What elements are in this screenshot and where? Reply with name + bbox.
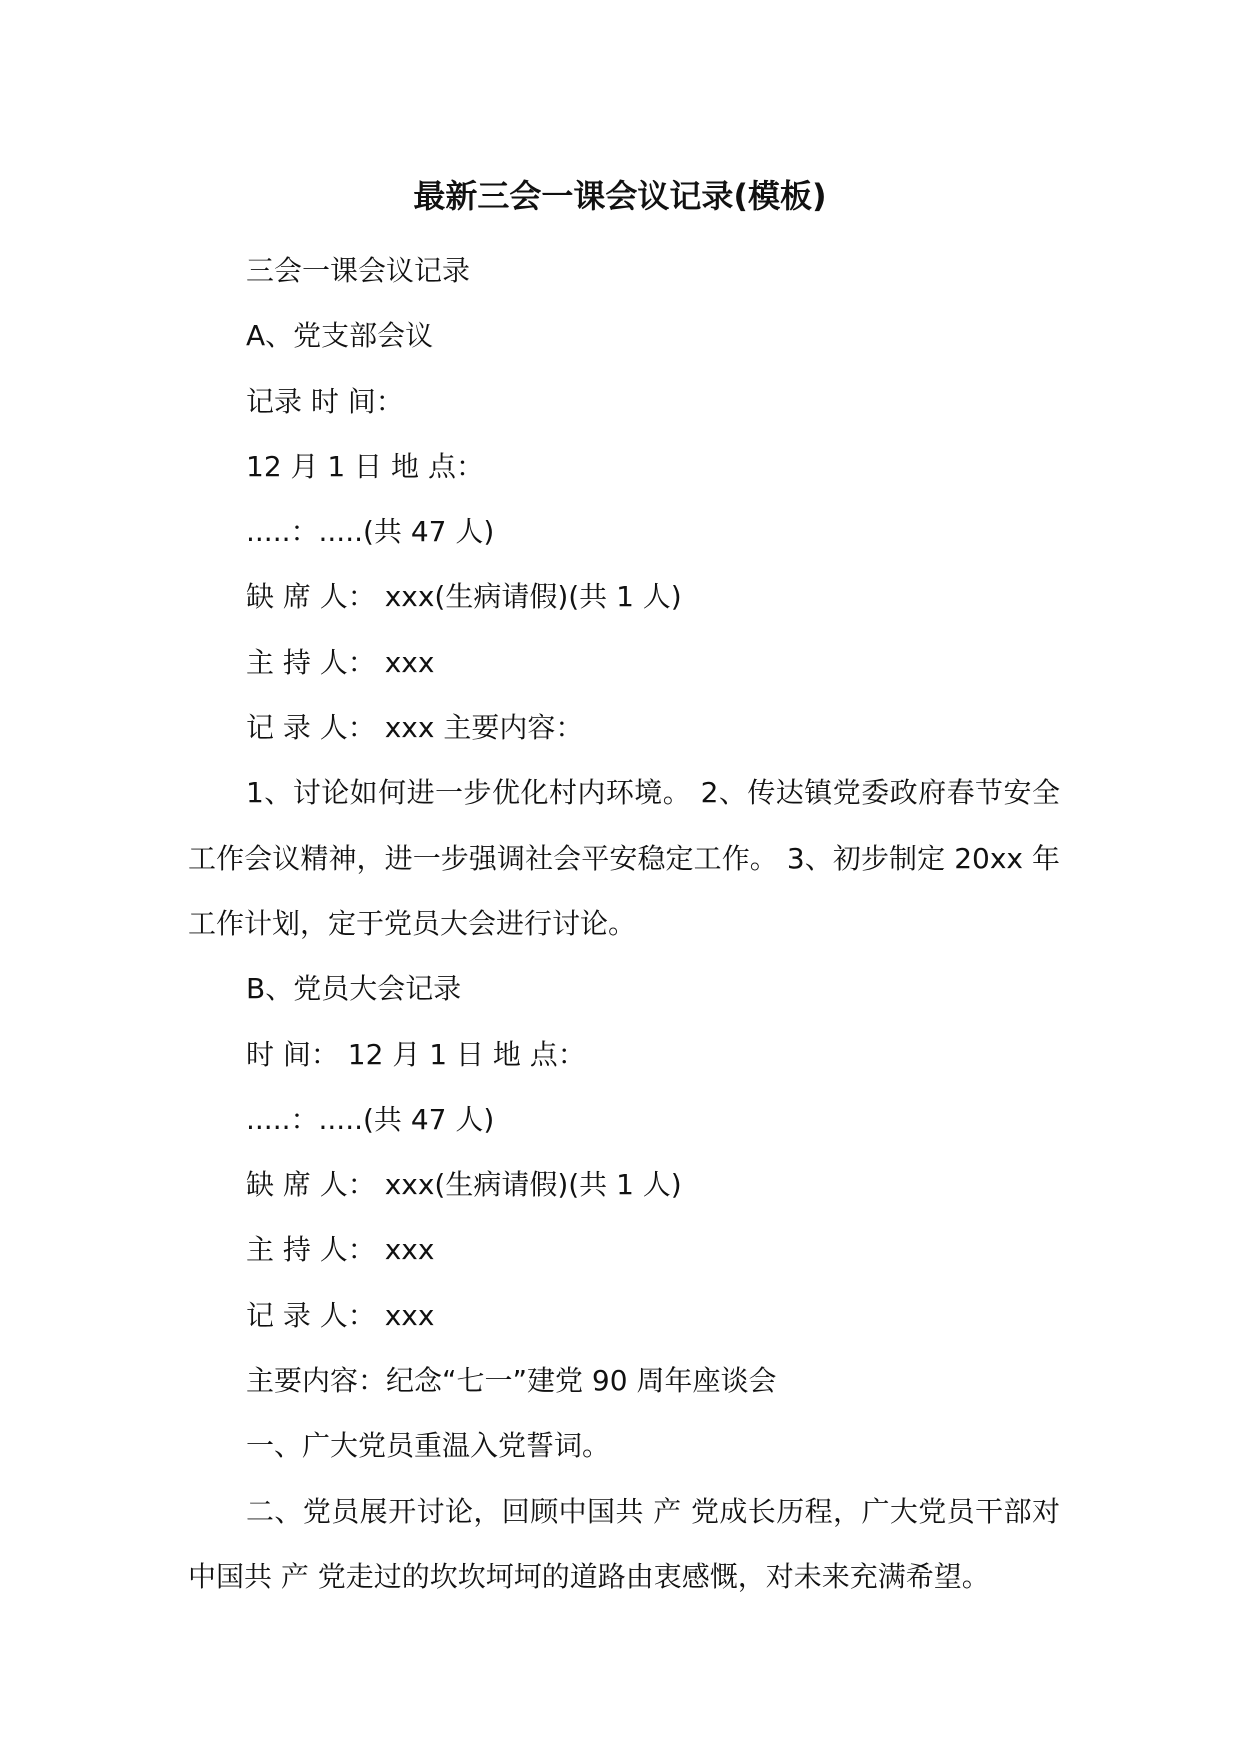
date-location-line: 12 月 1 日 地 点：: [246, 449, 484, 483]
item-two-paragraph: 二、党员展开讨论，回顾中国共 产 党成长历程，广大党员干部对中国共 产 党走过的坎坎坷坷的道路由衷感慨，对未来充满希望。: [188, 1494, 1060, 1593]
document-title: 最新三会一课会议记录(模板): [413, 177, 827, 215]
recorder-line-b: 记 录 人： xxx: [246, 1298, 435, 1332]
item-one-line: 一、广大党员重温入党誓词。: [246, 1429, 611, 1463]
content-paragraph-a: 1、讨论如何进一步优化村内环境。 2、传达镇党委政府春节安全工作会议精神，进一步强调社会平安稳定工作。 3、初步制定 20xx 年工作计划，定于党员大会进行讨论。: [188, 776, 1060, 940]
main-content-line-b: 主要内容：纪念“七一”建党 90 周年座谈会: [246, 1364, 777, 1398]
record-time-line: 记录 时 间：: [246, 384, 404, 418]
attendees-line: .....：.....(共 47 人): [246, 515, 495, 549]
absent-line-b: 缺 席 人： xxx(生病请假)(共 1 人): [246, 1168, 682, 1202]
time-location-line-b: 时 间： 12 月 1 日 地 点：: [246, 1037, 586, 1071]
paragraph-heading: 三会一课会议记录: [246, 254, 471, 287]
host-line: 主 持 人： xxx: [246, 645, 435, 679]
attendees-line-b: .....：.....(共 47 人): [246, 1102, 495, 1136]
host-line-b: 主 持 人： xxx: [246, 1233, 435, 1267]
document-body: [188, 238, 1060, 1609]
section-a-heading: A、党支部会议: [246, 319, 434, 353]
section-b-heading: B、党员大会记录: [246, 972, 462, 1006]
recorder-line: 记 录 人： xxx 主要内容：: [246, 711, 584, 745]
absent-line: 缺 席 人： xxx(生病请假)(共 1 人): [246, 580, 682, 614]
